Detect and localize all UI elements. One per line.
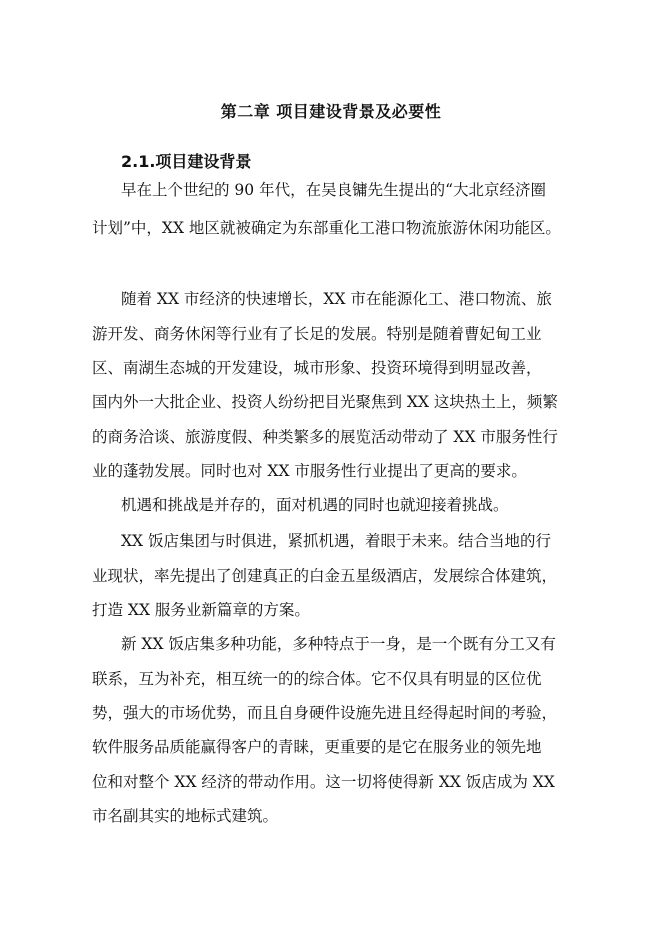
text-line: 市名副其实的地标式建筑。 <box>92 807 279 825</box>
chapter-title: 第二章 项目建设背景及必要性 <box>220 102 442 121</box>
text-line: 的商务洽谈、旅游度假、种类繁多的展览活动带动了 XX 市服务性行 <box>92 428 558 446</box>
text-line: 软件服务品质能赢得客户的青睐，更重要的是它在服务业的领先地 <box>92 738 542 756</box>
text-line: 势，强大的市场优势，而且自身硬件设施先进且经得起时间的考验， <box>92 704 558 722</box>
text-line: 区、南湖生态城的开发建设，城市形象、投资环境得到明显改善， <box>92 359 542 377</box>
text-line: 联系，互为补充，相互统一的的综合体。它不仅具有明显的区位优 <box>92 670 542 688</box>
text-line: 业的蓬勃发展。同时也对 XX 市服务性行业提出了更高的要求。 <box>92 462 527 480</box>
text-line: 打造 XX 服务业新篇章的方案。 <box>92 601 310 619</box>
text-line: 早在上个世纪的 90 年代，在吴良镛先生提出的“大北京经济圈 <box>121 181 547 199</box>
text-line: XX 饭店集团与时俱进，紧抓机遇，着眼于未来。结合当地的行 <box>121 532 551 550</box>
text-line: 机遇和挑战是并存的，面对机遇的同时也就迎接着挑战。 <box>121 496 509 514</box>
text-line: 业现状，率先提出了创建真正的白金五星级酒店，发展综合体建筑， <box>92 567 558 585</box>
text-line: 位和对整个 XX 经济的带动作用。这一切将使得新 XX 饭店成为 XX <box>92 773 555 791</box>
text-line: 游开发、商务休闲等行业有了长足的发展。特别是随着曹妃甸工业 <box>92 325 542 343</box>
text-line: 新 XX 饭店集多种功能，多种特点于一身，是一个既有分工又有 <box>121 635 556 653</box>
text-line: 计划”中，XX 地区就被确定为东部重化工港口物流旅游休闲功能区。 <box>92 219 561 237</box>
text-line: 随着 XX 市经济的快速增长，XX 市在能源化工、港口物流、旅 <box>121 290 552 308</box>
text-line: 国内外一大批企业、投资人纷纷把目光聚焦到 XX 这块热土上，频繁 <box>92 393 558 411</box>
section-heading: 2.1.项目建设背景 <box>121 152 252 171</box>
